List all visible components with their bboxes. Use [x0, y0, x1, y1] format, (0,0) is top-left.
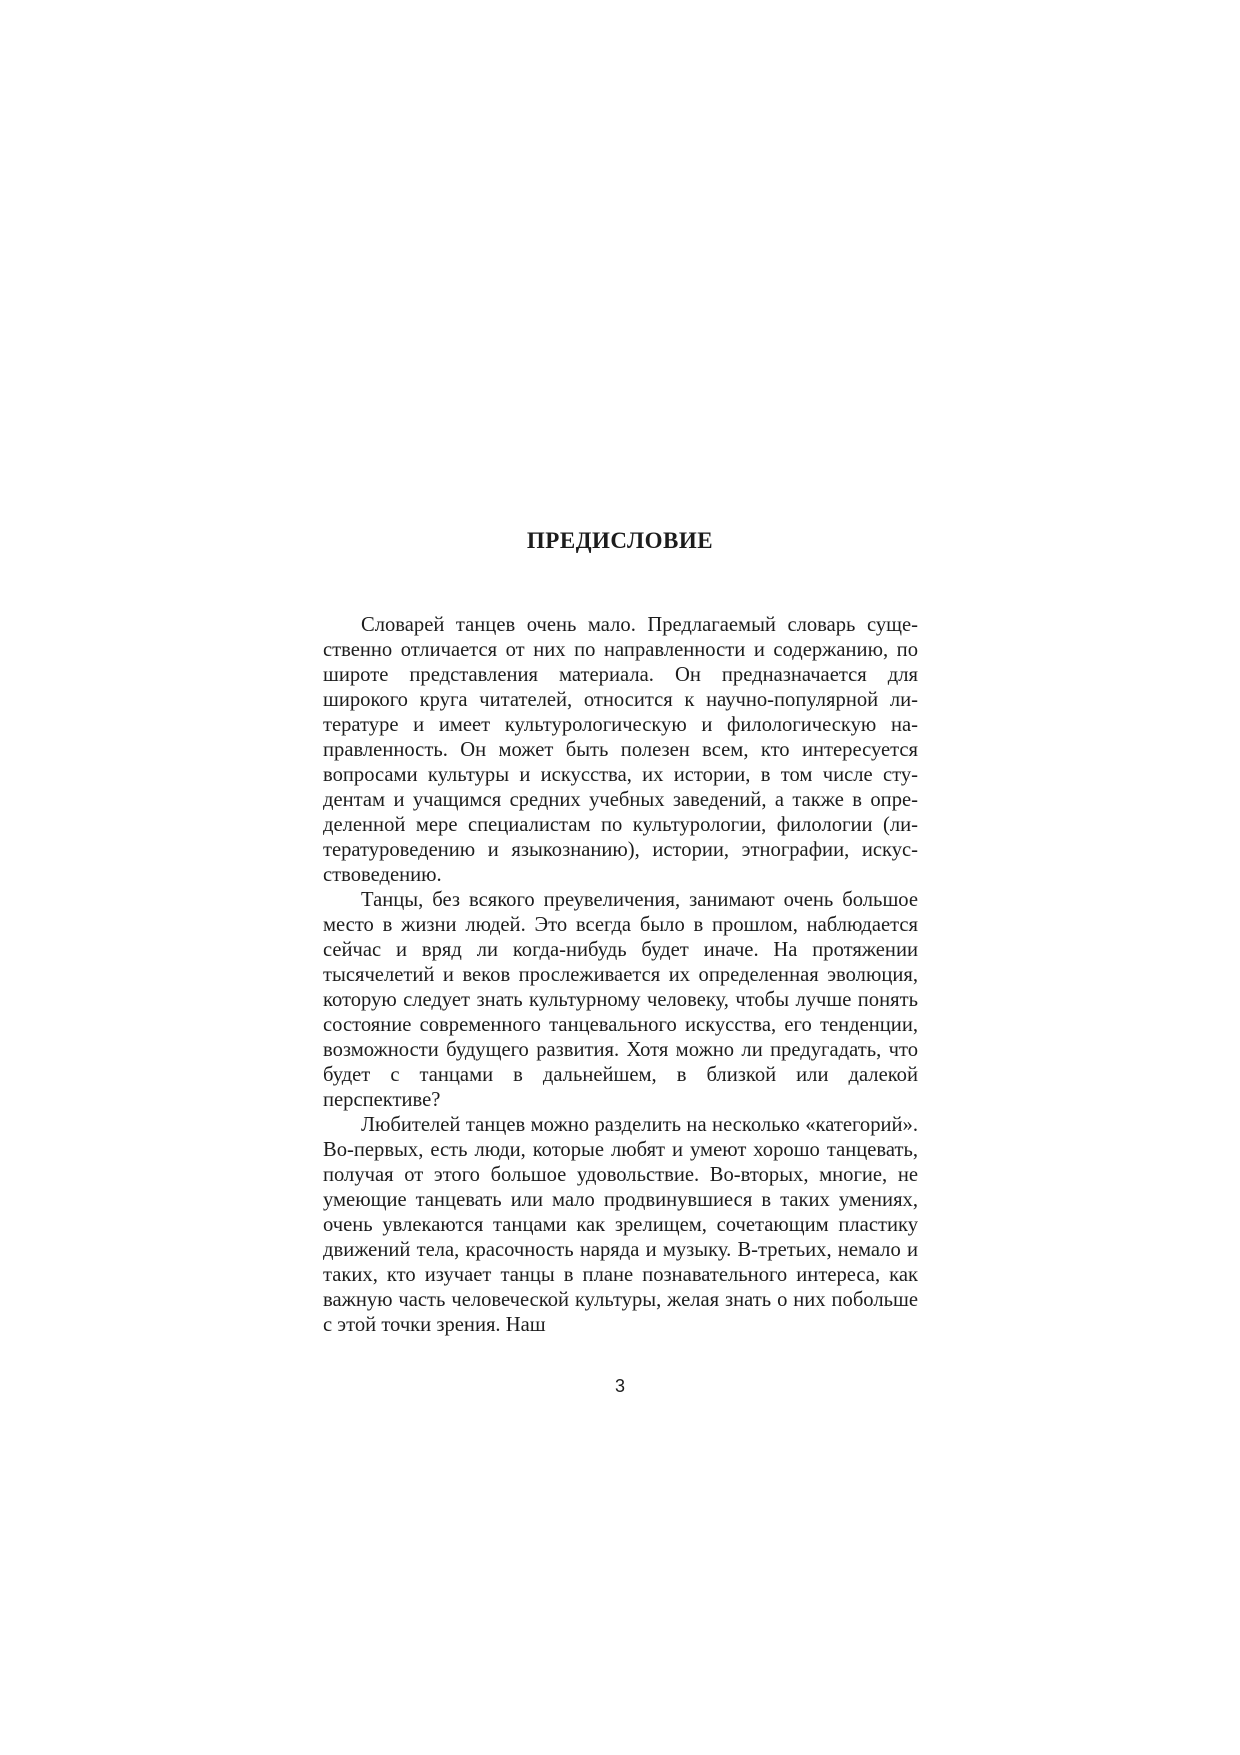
- paragraph: Словарей танцев очень мало. Предлагаемый словарь существенно отличается от них по направленности и содержанию, по широте представления материала. Он предназначается для широкого круга читателей, относится к научно-популярной литературе и имеет культурологическую и филологическую направленность. Он может быть полезен всем, кто интересуется вопросами культуры и искусства, их истории, в том числе студентам и учащимся средних учебных заведений, а также в определенной мере специалистам по культурологии, филологии (литературоведению и языкознанию), истории, этнографии, искусствоведению.: [323, 614, 918, 886]
- paragraph: Танцы, без всякого преувеличения, занимают очень большое место в жизни людей. Это всегда было в прошлом, наблюдается сейчас и вряд ли когда-нибудь будет иначе. На протяжении тысячелетий и веков прослеживается их определенная эволюция, которую следует знать культурному человеку, чтобы лучше понять состояние современного танцевального искусства, его тенденции, возможности будущего развития. Хотя можно ли предугадать, что будет с танцами в дальнейшем, в близкой или далекой перспективе?: [323, 889, 918, 1111]
- page-number: 3: [614, 1376, 625, 1396]
- page-title: ПРЕДИСЛОВИЕ: [526, 528, 714, 553]
- paragraph: Любителей танцев можно разделить на несколько «категорий». Во-первых, есть люди, которые любят и умеют хорошо танцевать, получая от этого большое удовольствие. Во-вторых, многие, не умеющие танцевать или мало продвинувшиеся в таких умениях, очень увлекаются танцами как зрелищем, сочетающим пластику движений тела, красочность наряда и музыку. В-третьих, немало и таких, кто изучает танцы в плане познавательного интереса, как важную часть человеческой культуры, желая знать о них побольше с этой точки зрения. Наш: [323, 1114, 918, 1336]
- body-text: [323, 613, 918, 1338]
